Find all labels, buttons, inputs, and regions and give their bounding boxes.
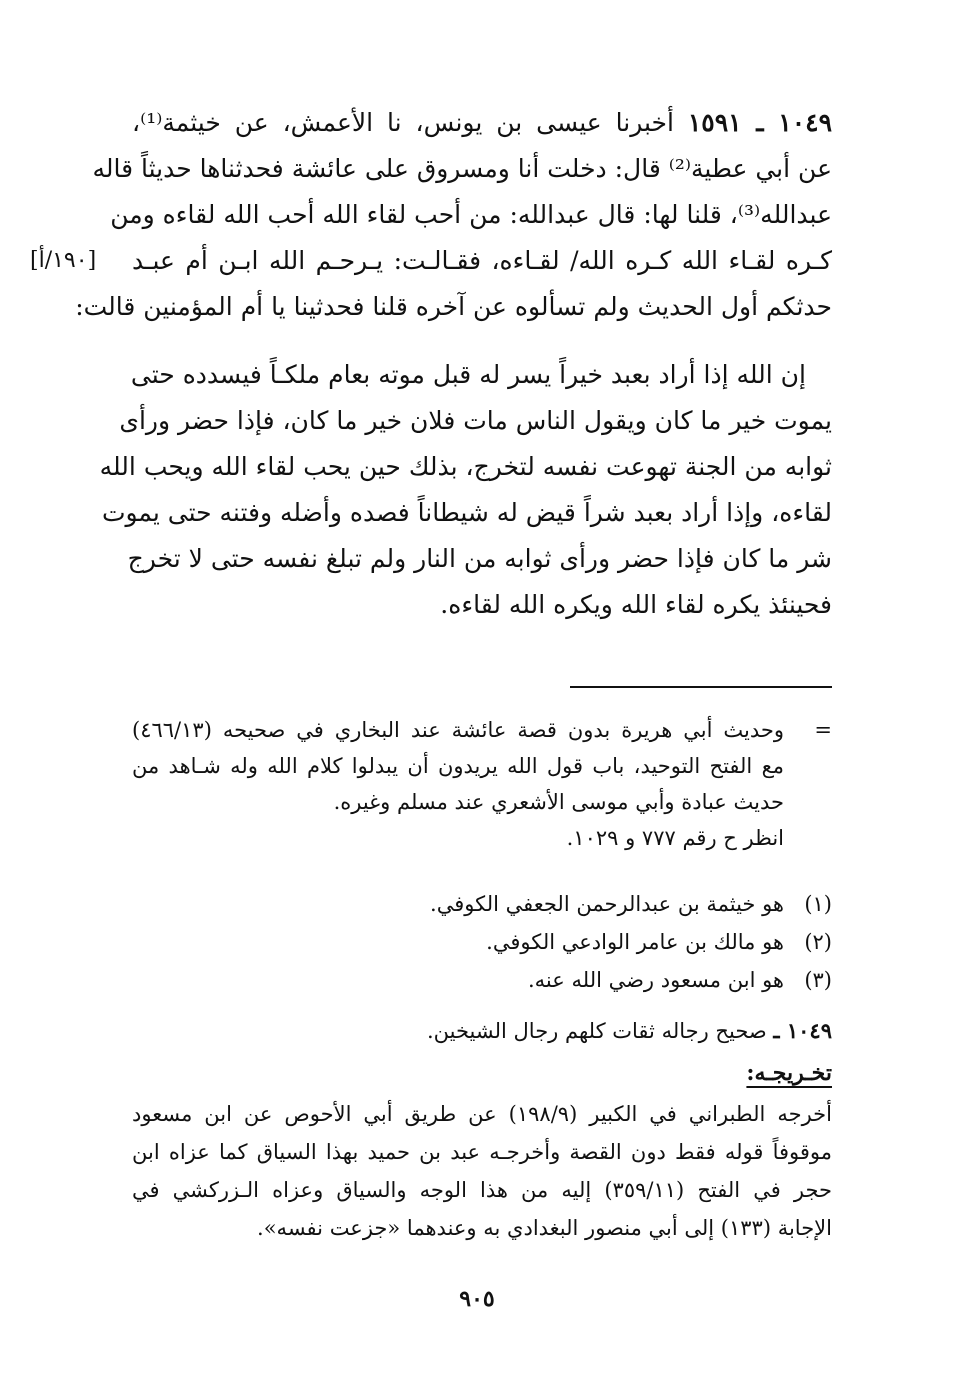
- hadith-line-3: عبدالله⁽³⁾، قلنا لها: قال عبدالله: من أحب لقاء الله أحب الله لقاءه ومن: [110, 200, 832, 229]
- footnote-text: هو خيثمة بن عبدالرحمن الجعفي الكوفي.: [430, 892, 784, 916]
- page-number: ٩٠٥: [459, 1286, 495, 1312]
- grading-text: صحيح رجاله ثقات كلهم رجال الشيخين.: [427, 1019, 767, 1043]
- continuation-marker: =: [814, 718, 832, 742]
- takhrij-line-3: حجر في الفتح (٣٥٩/١١) إليه من هذا الوجه والسياق وعزاه الـزركشي في: [132, 1178, 832, 1202]
- quote-line-1: إن الله إذا أراد بعبد خيراً يسر له قبل موته بعام ملكـاً فيسدده حتى: [130, 360, 806, 389]
- hadith-line-4: كـره لقـاء الله كـره الله/ لقـاءه، فقـالـت: يـرحـم الله ابـن أم عبـد: [132, 246, 832, 275]
- takhrij-line-2: موقوفاً قوله فقط دون القصة وأخرجـه عبد بن حميد بهذا السياق كما عزاه ابن: [132, 1140, 832, 1164]
- footnote-line-2: مع الفتح التوحيد، باب قول الله يريدون أن يبدلوا كلام الله وله شـاهد من: [132, 754, 784, 778]
- hadith-text: أخبرنا عيسى بن يونس، نا الأعمش، عن خيثمة⁽¹⁾،: [132, 108, 674, 137]
- quote-line-2: يموت خير ما كان ويقول الناس مات فلان خير ما كان، فإذا حضر ورأى: [119, 406, 832, 435]
- footnote-marker: (١): [804, 892, 832, 916]
- footnote-separator: [570, 686, 832, 688]
- takhrij-heading: تخـريجـه:: [746, 1060, 832, 1086]
- footnote-line-3: حديث عبادة وأبي موسى الأشعري عند مسلم وغيره.: [333, 790, 784, 814]
- quote-line-6: فحينئذ يكره لقاء الله ويكره الله لقاءه.: [440, 590, 832, 619]
- footnote-line-1: وحديث أبي هريرة بدون قصة عائشة عند البخاري في صحيحه (٤٦٦/١٣): [132, 718, 784, 742]
- hadith-number: ١٠٤٩ ـ ١٥٩١: [687, 108, 832, 137]
- quote-line-4: لقاءه، وإذا أراد بعبد شراً قيض له شيطاناً فصده وأضله وفتنه حتى يموت: [101, 498, 832, 527]
- hadith-line-2: عن أبي عطية⁽²⁾ قال: دخلت أنا ومسروق على عائشة فحدثناها حديثاً قاله: [92, 154, 832, 183]
- takhrij-line-4: الإجابة (١٣٣) إلى أبي منصور البغدادي به وعندهما «جزعت نفسه».: [257, 1216, 832, 1240]
- grading-number: ١٠٤٩ ـ: [773, 1018, 832, 1043]
- hadith-line-1: [132, 108, 832, 137]
- footnote-text: هو مالك بن عامر الوادعي الكوفي.: [486, 930, 784, 954]
- quote-line-5: شر ما كان فإذا حضر ورأى ثوابه من النار ولم تبلغ نفسه حتى لا تخرج: [127, 544, 832, 573]
- grading-line: [132, 1018, 832, 1043]
- footnote-marker: (٢): [804, 930, 832, 954]
- footnote-text: هو ابن مسعود رضي الله عنه.: [528, 968, 784, 992]
- footnote-line-4: انظر ح رقم ٧٧٧ و ١٠٢٩.: [566, 826, 784, 850]
- takhrij-line-1: أخرجه الطبراني في الكبير (١٩٨/٩) عن طريق أبي الأحوص عن ابن مسعود: [132, 1102, 832, 1126]
- footnote-marker: (٣): [804, 968, 832, 992]
- manuscript-folio-note: [١٩٠/أ]: [30, 248, 97, 273]
- hadith-line-5: حدثكم أول الحديث ولم تسألوه عن آخره قلنا فحدثينا يا أم المؤمنين قالت:: [75, 292, 832, 321]
- quote-line-3: ثوابه من الجنة تهوعت نفسه لتخرج، بذلك حين يحب لقاء الله ويحب الله: [99, 452, 832, 481]
